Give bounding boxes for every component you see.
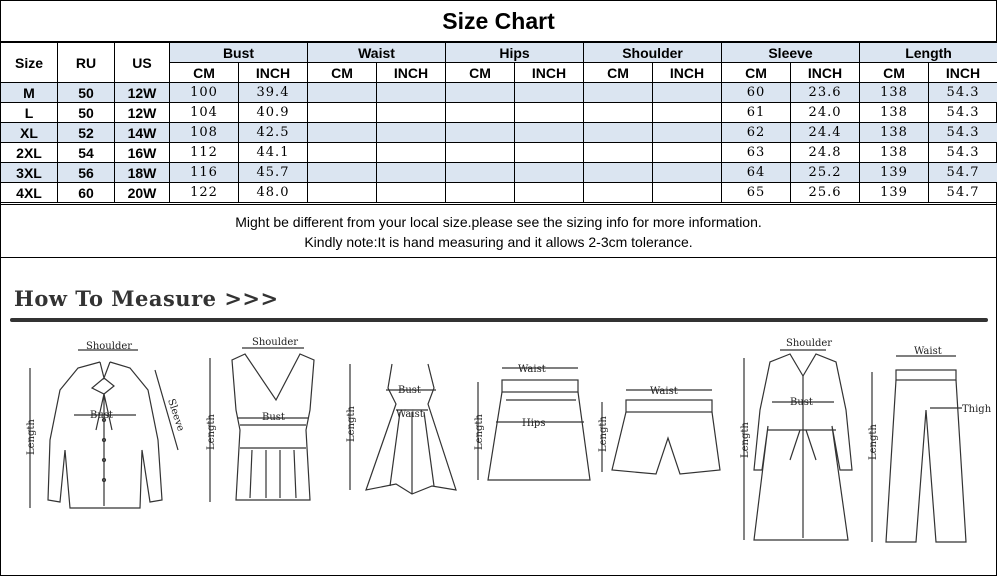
- us-cell: 12W: [115, 103, 170, 123]
- waist-inch-cell: [377, 83, 446, 103]
- waist-inch-cell: [377, 103, 446, 123]
- shoulder-inch-cell: [653, 123, 722, 143]
- hips-cm-cell: [446, 163, 515, 183]
- waist-cm-cell: [308, 183, 377, 203]
- sleeve-header: Sleeve: [722, 43, 860, 63]
- length-inch-cell: 54.3: [929, 83, 997, 103]
- svg-text:Shoulder: Shoulder: [786, 338, 832, 349]
- sleeve-inch-cell: 24.0: [791, 103, 860, 123]
- bust-cm-cell: 104: [170, 103, 239, 123]
- ru-header: RU: [58, 43, 115, 83]
- us-cell: 20W: [115, 183, 170, 203]
- svg-text:Length: Length: [474, 414, 485, 450]
- blouse-figure: [26, 341, 186, 508]
- table-row: [1, 83, 997, 103]
- table-row: [1, 163, 997, 183]
- size-note: [0, 204, 997, 258]
- svg-text:Length: Length: [740, 422, 751, 458]
- sleeve-inch-cell: 23.6: [791, 83, 860, 103]
- shoulder-cm-cell: [584, 163, 653, 183]
- length-inch-cell: 54.3: [929, 143, 997, 163]
- length-cm-cell: 139: [860, 183, 929, 203]
- waist-cm-cell: [308, 123, 377, 143]
- shoulder-inch-cell: [653, 163, 722, 183]
- sleeve-cm-cell: 62: [722, 123, 791, 143]
- inch-header: INCH: [239, 63, 308, 83]
- bust-inch-cell: 40.9: [239, 103, 308, 123]
- length-cm-cell: 138: [860, 83, 929, 103]
- size-cell: 2XL: [1, 143, 58, 163]
- size-cell: XL: [1, 123, 58, 143]
- us-cell: 18W: [115, 163, 170, 183]
- us-cell: 14W: [115, 123, 170, 143]
- length-inch-cell: 54.7: [929, 183, 997, 203]
- shoulder-inch-cell: [653, 143, 722, 163]
- bust-cm-cell: 116: [170, 163, 239, 183]
- svg-text:Bust: Bust: [262, 412, 285, 423]
- ru-cell: 50: [58, 83, 115, 103]
- size-cell: 4XL: [1, 183, 58, 203]
- bust-inch-cell: 48.0: [239, 183, 308, 203]
- length-cm-cell: 138: [860, 123, 929, 143]
- svg-text:Waist: Waist: [914, 346, 942, 357]
- us-cell: 16W: [115, 143, 170, 163]
- waist-inch-cell: [377, 163, 446, 183]
- how-to-measure-heading: [14, 286, 279, 311]
- hips-inch-cell: [515, 143, 584, 163]
- note-line-2: Kindly note:It is hand measuring and it allows 2-3cm tolerance.: [0, 232, 997, 252]
- cm-header: CM: [446, 63, 515, 83]
- hips-inch-cell: [515, 83, 584, 103]
- length-inch-cell: 54.3: [929, 123, 997, 143]
- size-cell: M: [1, 83, 58, 103]
- ru-cell: 52: [58, 123, 115, 143]
- bust-cm-cell: 108: [170, 123, 239, 143]
- svg-text:Length: Length: [598, 416, 609, 452]
- ru-cell: 60: [58, 183, 115, 203]
- size-header: Size: [1, 43, 58, 83]
- waist-inch-cell: [377, 143, 446, 163]
- bust-cm-cell: 112: [170, 143, 239, 163]
- ru-cell: 54: [58, 143, 115, 163]
- shoulder-header: Shoulder: [584, 43, 722, 63]
- size-cell: L: [1, 103, 58, 123]
- size-chart-table: [0, 42, 997, 203]
- sleeve-cm-cell: 64: [722, 163, 791, 183]
- shoulder-inch-cell: [653, 83, 722, 103]
- cm-header: CM: [860, 63, 929, 83]
- sleeve-inch-cell: 24.8: [791, 143, 860, 163]
- shoulder-cm-cell: [584, 103, 653, 123]
- length-cm-cell: 139: [860, 163, 929, 183]
- bust-inch-cell: 42.5: [239, 123, 308, 143]
- svg-text:Bust: Bust: [790, 397, 813, 408]
- table-row: [1, 123, 997, 143]
- sleeve-inch-cell: 24.4: [791, 123, 860, 143]
- sleeve-label: Sleeve: [165, 398, 186, 433]
- waist-cm-cell: [308, 143, 377, 163]
- hips-cm-cell: [446, 83, 515, 103]
- hips-cm-cell: [446, 183, 515, 203]
- inch-header: INCH: [515, 63, 584, 83]
- waist-cm-cell: [308, 163, 377, 183]
- svg-text:Thigh: Thigh: [962, 404, 992, 415]
- how-to-measure-text: How To Measure: [14, 286, 217, 311]
- hips-inch-cell: [515, 103, 584, 123]
- inch-header: INCH: [791, 63, 860, 83]
- inch-header: INCH: [377, 63, 446, 83]
- hips-cm-cell: [446, 143, 515, 163]
- waist-header: Waist: [308, 43, 446, 63]
- bust-header: Bust: [170, 43, 308, 63]
- us-cell: 12W: [115, 83, 170, 103]
- arrows-icon: >>>: [224, 286, 278, 311]
- length-inch-cell: 54.7: [929, 163, 997, 183]
- cm-header: CM: [584, 63, 653, 83]
- shoulder-cm-cell: [584, 83, 653, 103]
- svg-text:Waist: Waist: [396, 409, 424, 420]
- length-cm-cell: 138: [860, 103, 929, 123]
- shoulder-cm-cell: [584, 123, 653, 143]
- svg-text:Shoulder: Shoulder: [252, 337, 298, 348]
- hips-inch-cell: [515, 163, 584, 183]
- cm-header: CM: [722, 63, 791, 83]
- length-inch-cell: 54.3: [929, 103, 997, 123]
- shoulder-inch-cell: [653, 183, 722, 203]
- svg-text:Bust: Bust: [398, 385, 421, 396]
- svg-text:Length: Length: [346, 406, 357, 442]
- dress-figure: [346, 364, 456, 494]
- bust-cm-cell: 122: [170, 183, 239, 203]
- top-figure: [206, 337, 314, 502]
- table-row: [1, 103, 997, 123]
- bust-cm-cell: 100: [170, 83, 239, 103]
- inch-header: INCH: [653, 63, 722, 83]
- size-chart-title: Size Chart: [0, 0, 997, 42]
- length-cm-cell: 138: [860, 143, 929, 163]
- sleeve-inch-cell: 25.6: [791, 183, 860, 203]
- sleeve-inch-cell: 25.2: [791, 163, 860, 183]
- sleeve-cm-cell: 63: [722, 143, 791, 163]
- coat-figure: [740, 338, 852, 540]
- sleeve-cm-cell: 60: [722, 83, 791, 103]
- note-line-1: Might be different from your local size.please see the sizing info for more information.: [0, 212, 997, 232]
- hips-inch-cell: [515, 123, 584, 143]
- ru-cell: 50: [58, 103, 115, 123]
- measure-illustrations: [0, 330, 997, 576]
- svg-text:Waist: Waist: [518, 364, 546, 375]
- hips-header: Hips: [446, 43, 584, 63]
- table-row: [1, 143, 997, 163]
- sleeve-cm-cell: 61: [722, 103, 791, 123]
- bust-inch-cell: 45.7: [239, 163, 308, 183]
- ru-cell: 56: [58, 163, 115, 183]
- shoulder-cm-cell: [584, 143, 653, 163]
- cm-header: CM: [308, 63, 377, 83]
- bust-inch-cell: 39.4: [239, 83, 308, 103]
- waist-cm-cell: [308, 83, 377, 103]
- bust-label: Bust: [90, 410, 113, 421]
- shoulder-inch-cell: [653, 103, 722, 123]
- pants-figure: [868, 346, 992, 542]
- header-row-groups: [1, 43, 997, 63]
- shoulder-cm-cell: [584, 183, 653, 203]
- bust-inch-cell: 44.1: [239, 143, 308, 163]
- shorts-figure: [598, 386, 720, 474]
- hips-inch-cell: [515, 183, 584, 203]
- sleeve-cm-cell: 65: [722, 183, 791, 203]
- waist-inch-cell: [377, 183, 446, 203]
- inch-header: INCH: [929, 63, 997, 83]
- cm-header: CM: [170, 63, 239, 83]
- hips-cm-cell: [446, 103, 515, 123]
- svg-text:Waist: Waist: [650, 386, 678, 397]
- table-row: [1, 183, 997, 203]
- us-header: US: [115, 43, 170, 83]
- svg-text:Length: Length: [206, 414, 217, 450]
- svg-text:Hips: Hips: [522, 418, 545, 429]
- hips-cm-cell: [446, 123, 515, 143]
- svg-text:Length: Length: [868, 424, 879, 460]
- heading-underline: [10, 318, 988, 322]
- waist-cm-cell: [308, 103, 377, 123]
- skirt-figure: [474, 364, 590, 480]
- length-header: Length: [860, 43, 997, 63]
- size-cell: 3XL: [1, 163, 58, 183]
- shoulder-label: Shoulder: [86, 341, 132, 352]
- length-label: Length: [26, 419, 37, 455]
- waist-inch-cell: [377, 123, 446, 143]
